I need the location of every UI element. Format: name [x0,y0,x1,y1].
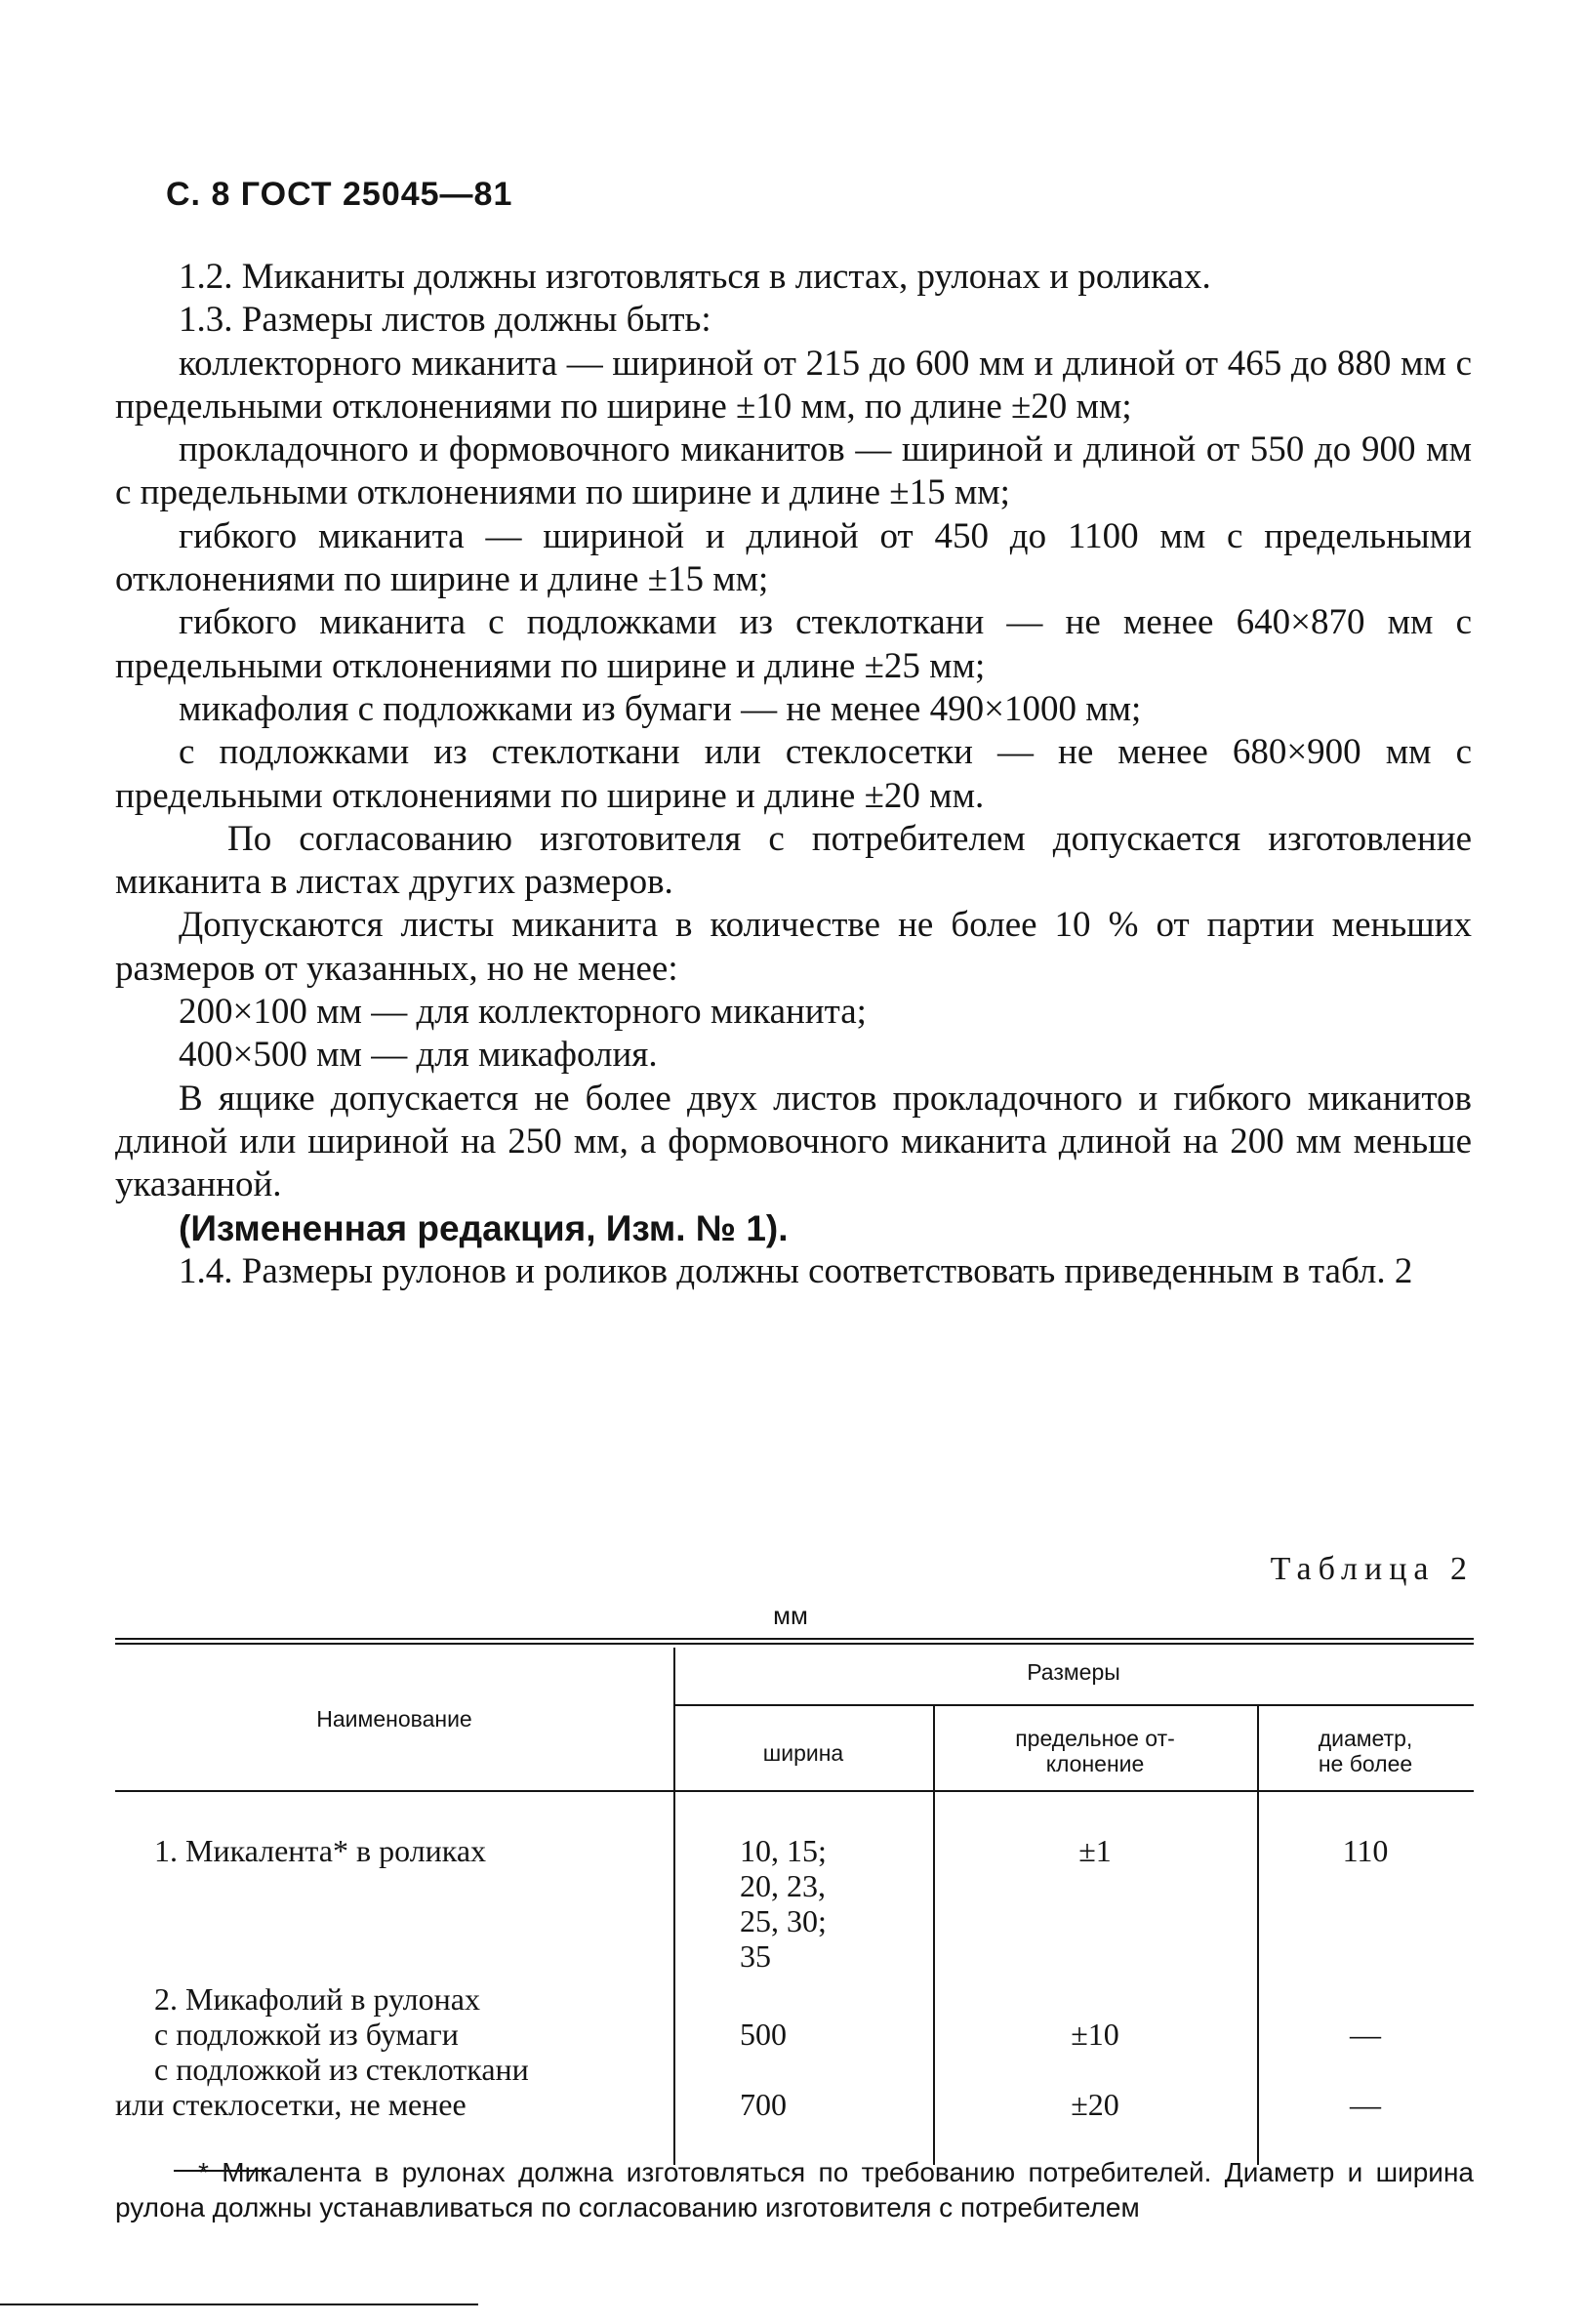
col-rule-1 [673,1648,675,2165]
paragraph-box: В ящике допускается не более двух листов прокладочного и гибкого миканитов длиной или шириной на 250 мм, а формовочного миканита длиной на 200 мм меньше указанной. [115,1078,1472,1205]
row1-width-line: 25, 30; [740,1903,827,1938]
table-caption: Таблица 2 [1270,1551,1474,1587]
footnote-text: * Микалента в рулонах должна изготовляться по требованию потребителей. Диаметр и ширина рулона должны устанавливаться по согласованию изготовителя с потребителем [115,2157,1474,2222]
page-header: С. 8 ГОСТ 25045—81 [166,176,513,213]
row2b-name-line2: или стеклосетки, не менее [115,2087,467,2122]
header-name: Наименование [316,1706,472,1732]
header-deviation [933,1726,1257,1776]
header-deviation-line2: клонение [1045,1751,1145,1776]
row2b-diameter: — [1350,2087,1381,2122]
paragraph-min-collector: 200×100 мм — для коллекторного миканита; [179,992,867,1033]
row2a-width: 500 [740,2017,787,2052]
row2b-width: 700 [740,2087,787,2122]
row1-width-line: 10, 15; [740,1833,827,1868]
row2b-name-line1: с подложкой из стеклоткани [154,2052,529,2087]
row2b-deviation: ±20 [1071,2087,1119,2122]
table-top-rule [115,1638,1474,1640]
body-text [115,256,1472,1293]
table-units: мм [773,1601,808,1630]
row1-width-line: 35 [740,1938,771,1974]
paragraph-min-micafolium: 400×500 мм — для микафолия. [179,1035,658,1076]
paragraph-1-4: 1.4. Размеры рулонов и роликов должны соответствовать приведенным в табл. 2 [179,1250,1413,1291]
paragraph-flexible-mica: гибкого миканита — шириной и длиной от 450 до 1100 мм с предельными отклонениями по ширине и длине ±15 мм; [115,515,1472,600]
sizes-header-rule [673,1704,1474,1706]
row1-diameter: 110 [1342,1833,1389,1868]
paragraph-agreement: По согласованию изготовителя с потребителем допускается изготовление миканита в листах других размеров. [115,818,1472,903]
header-bottom-rule [115,1790,1474,1792]
table-footnote [115,2155,1474,2225]
row1-width-line: 20, 23, [740,1868,826,1903]
row1-width [740,1833,827,1974]
paragraph-1-3: 1.3. Размеры листов должны быть: [179,300,711,341]
header-deviation-line1: предельное от- [1015,1726,1175,1751]
header-sizes: Размеры [1027,1659,1120,1685]
paragraph-flexible-glass: гибкого миканита с подложками из стеклоткани — не менее 640×870 мм с предельными отклонениями по ширине и длине ±25 мм; [115,602,1472,686]
page-bottom-rule [0,2304,478,2305]
row2a-deviation: ±10 [1071,2017,1119,2052]
paragraph-1-2: 1.2. Миканиты должны изготовляться в листах, рулонах и роликах. [179,257,1211,297]
header-diameter [1257,1726,1474,1776]
row2a-diameter: — [1350,2017,1381,2052]
header-diameter-line2: не более [1318,1751,1413,1776]
row2-name: 2. Микафолий в рулонах [154,1981,480,2017]
table-top-rule-double [115,1643,1474,1645]
row2a-name: с подложкой из бумаги [154,2017,459,2052]
paragraph-micafolium-paper: микафолия с подложками из бумаги — не менее 490×1000 мм; [179,688,1142,729]
table-2 [115,1638,1474,2175]
paragraph-gasket-mica: прокладочного и формовочного миканитов — шириной и длиной от 550 до 900 мм с предельными отклонениями по ширине и длине ±15 мм; [115,429,1472,513]
row1-name: 1. Микалента* в роликах [154,1833,487,1868]
paragraph-micafolium-glass: с подложками из стеклоткани или стеклосетки — не менее 680×900 мм с предельными отклонениями по ширине и длине ±20 мм. [115,732,1472,816]
header-width: ширина [762,1740,844,1766]
paragraph-collector-mica: коллекторного миканита — шириной от 215 до 600 мм и длиной от 465 до 880 мм с предельными отклонениями по ширине ±10 мм, по длине ±20 мм; [115,343,1472,427]
row1-deviation: ±1 [1078,1833,1112,1868]
revision-note: (Измененная редакция, Изм. № 1). [179,1207,789,1248]
paragraph-allowed: Допускаются листы миканита в количестве не более 10 % от партии меньших размеров от указанных, но не менее: [115,905,1472,989]
header-diameter-line1: диаметр, [1318,1726,1413,1751]
